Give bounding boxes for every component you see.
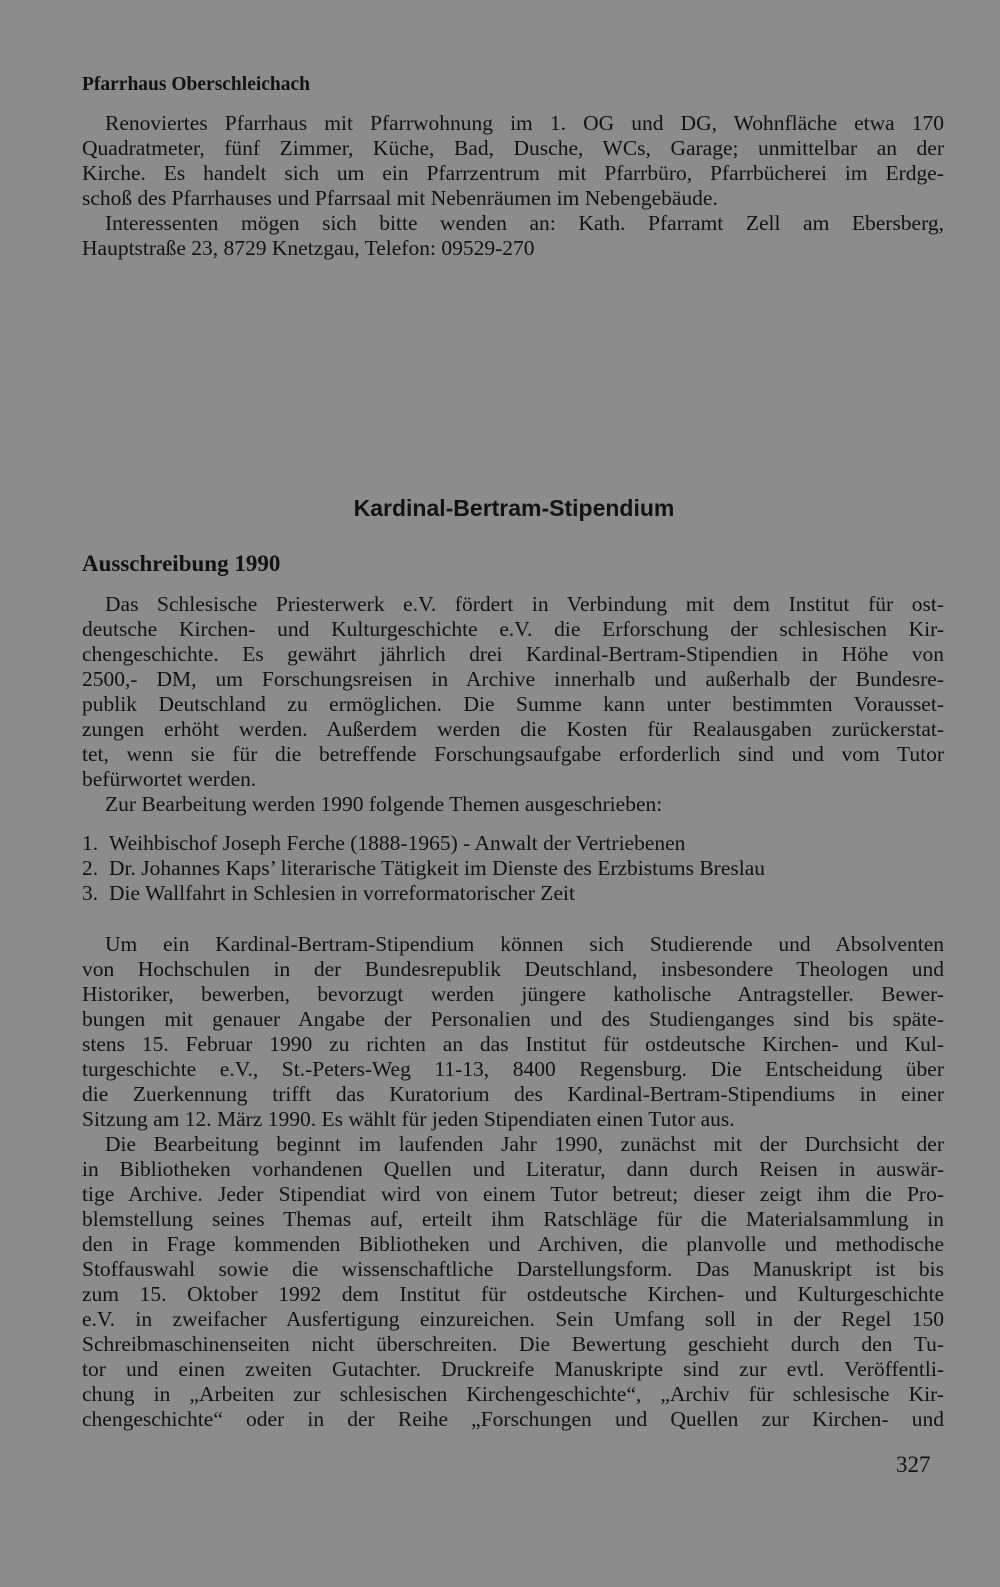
text-line: Die Bearbeitung beginnt im laufenden Jahr 1990, zunächst mit der Durchsicht der — [105, 1132, 944, 1156]
text-line: turgeschichte e.V., St.-Peters-Weg 11-13, 8400 Regensburg. Die Entscheidung über — [82, 1057, 944, 1081]
article-subheading: Ausschreibung 1990 — [82, 551, 281, 576]
text-line: in Bibliotheken vorhandenen Quellen und Literatur, dann durch Reisen in auswär- — [82, 1157, 944, 1181]
text-line: Um ein Kardinal-Bertram-Stipendium können sich Studierende und Absolventen — [105, 932, 944, 956]
text-line: Quadratmeter, fünf Zimmer, Küche, Bad, Dusche, WCs, Garage; unmittelbar an der — [82, 136, 944, 160]
text-line: deutsche Kirchen- und Kulturgeschichte e.V. die Erforschung der schlesischen Kir- — [82, 617, 944, 641]
page-number: 327 — [896, 1452, 931, 1477]
text-line: zum 15. Oktober 1992 dem Institut für ostdeutsche Kirchen- und Kulturgeschichte — [82, 1282, 944, 1306]
text-line: Hauptstraße 23, 8729 Knetzgau, Telefon: 09529-270 — [82, 236, 535, 260]
stipendium-paragraph-1 — [82, 592, 944, 817]
text-line: von Hochschulen in der Bundesrepublik Deutschland, insbesondere Theologen und — [82, 957, 944, 981]
text-line: Zur Bearbeitung werden 1990 folgende Themen ausgeschrieben: — [105, 792, 663, 816]
text-line: schoß des Pfarrhauses und Pfarrsaal mit Nebenräumen im Nebengebäude. — [82, 186, 718, 210]
text-line: tor und einen zweiten Gutachter. Druckreife Manuskripte sind zur evtl. Veröffentli- — [82, 1357, 944, 1381]
text-line: stens 15. Februar 1990 zu richten an das Institut für ostdeutsche Kirchen- und Kul- — [82, 1032, 944, 1056]
list-number: 3. — [82, 881, 99, 905]
text-line: tet, wenn sie für die betreffende Forschungsaufgabe erforderlich sind und vom Tutor — [82, 742, 944, 766]
text-line: chengeschichte“ oder in der Reihe „Forschungen und Quellen zur Kirchen- und — [82, 1407, 944, 1431]
list-item — [82, 831, 765, 856]
list-number: 1. — [82, 831, 99, 855]
list-text: Weihbischof Joseph Ferche (1888-1965) - Anwalt der Vertriebenen — [109, 831, 686, 855]
text-line: zungen erhöht werden. Außerdem werden die Kosten für Realausgaben zurückerstat- — [82, 717, 944, 741]
text-line: Interessenten mögen sich bitte wenden an: Kath. Pfarramt Zell am Ebersberg, — [105, 211, 944, 235]
text-line: Kirche. Es handelt sich um ein Pfarrzentrum mit Pfarrbüro, Pfarrbücherei im Erdge- — [82, 161, 944, 185]
article-title: Kardinal-Bertram-Stipendium — [353, 495, 675, 521]
text-line: blemstellung seines Themas auf, erteilt ihm Ratschläge für die Materialsammlung in — [82, 1207, 944, 1231]
list-item — [82, 856, 765, 881]
text-line: 2500,- DM, um Forschungsreisen in Archive innerhalb und außerhalb der Bundesre- — [82, 667, 944, 691]
text-line: bungen mit genauer Angabe der Personalien und des Studienganges sind bis späte- — [82, 1007, 944, 1031]
text-line: den in Frage kommenden Bibliotheken und Archiven, die planvolle und methodische — [82, 1232, 944, 1256]
text-line: tige Archive. Jeder Stipendiat wird von einem Tutor betreut; dieser zeigt ihm die Pro- — [82, 1182, 944, 1206]
text-line: Historiker, bewerben, bevorzugt werden jüngere katholische Antragsteller. Bewer- — [82, 982, 944, 1006]
list-text: Die Wallfahrt in Schlesien in vorreformatorischer Zeit — [109, 881, 575, 905]
text-line: befürwortet werden. — [82, 767, 257, 791]
text-line: Stoffauswahl sowie die wissenschaftliche Darstellungsform. Das Manuskript ist bis — [82, 1257, 944, 1281]
stipendium-paragraph-3 — [82, 932, 944, 1432]
text-line: publik Deutschland zu ermöglichen. Die Summe kann unter bestimmten Vorausset- — [82, 692, 944, 716]
text-line: die Zuerkennung trifft das Kuratorium des Kardinal-Bertram-Stipendiums in einer — [82, 1082, 944, 1106]
text-line: chengeschichte. Es gewährt jährlich drei Kardinal-Bertram-Stipendien in Höhe von — [82, 642, 944, 666]
topic-list — [82, 831, 765, 906]
text-line: Das Schlesische Priesterwerk e.V. fördert in Verbindung mit dem Institut für ost- — [105, 592, 944, 616]
section-heading-pfarrhaus: Pfarrhaus Oberschleichach — [82, 74, 311, 95]
list-item — [82, 881, 765, 906]
pfarrhaus-paragraph — [82, 111, 944, 261]
list-text: Dr. Johannes Kaps’ literarische Tätigkeit im Dienste des Erzbistums Breslau — [109, 856, 765, 880]
list-number: 2. — [82, 856, 99, 880]
text-line: Sitzung am 12. März 1990. Es wählt für jeden Stipendiaten einen Tutor aus. — [82, 1107, 735, 1131]
text-line: e.V. in zweifacher Ausfertigung einzureichen. Sein Umfang soll in der Regel 150 — [82, 1307, 944, 1331]
text-line: Renoviertes Pfarrhaus mit Pfarrwohnung im 1. OG und DG, Wohnfläche etwa 170 — [105, 111, 944, 135]
text-line: chung in „Arbeiten zur schlesischen Kirchengeschichte“, „Archiv für schlesische Kir- — [82, 1382, 944, 1406]
text-line: Schreibmaschinenseiten nicht überschreiten. Die Bewertung geschieht durch den Tu- — [82, 1332, 944, 1356]
